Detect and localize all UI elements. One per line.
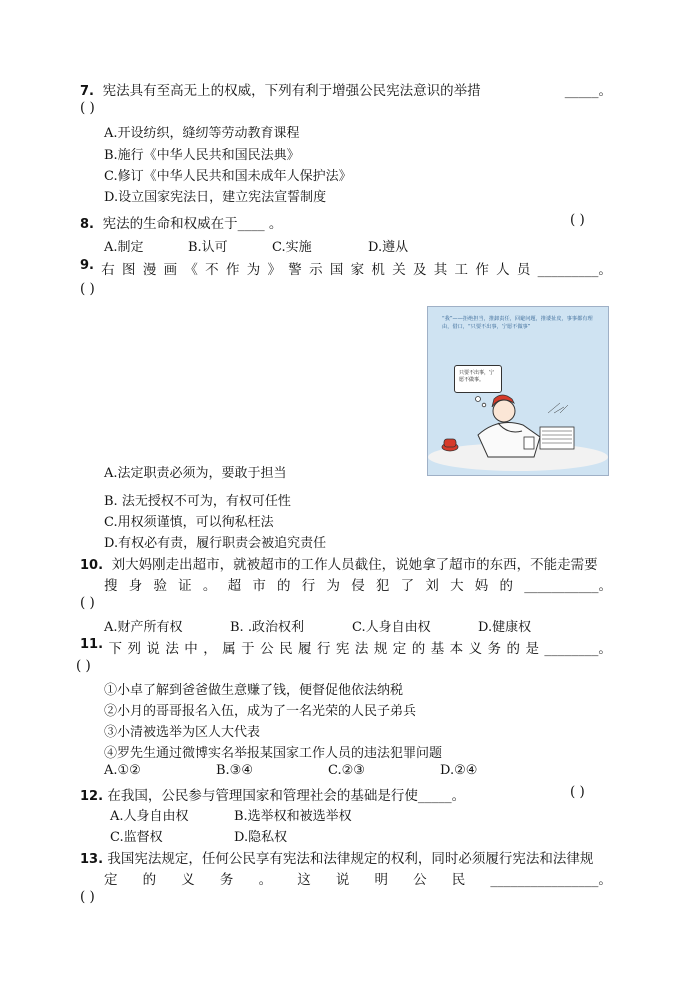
statement-4: ④罗先生通过微博实名举报某国家工作人员的违法犯罪问题 xyxy=(104,746,443,761)
stem-char: 公 xyxy=(260,641,274,657)
stem-char: 民 xyxy=(279,641,293,657)
stem-char: 右 xyxy=(101,262,115,278)
question-stem: 宪法具有至高无上的权威，下列有利于增强公民宪法意识的举措 xyxy=(102,83,481,99)
stem-char: 其 xyxy=(433,262,448,278)
stem-char: 说 xyxy=(335,872,350,888)
stem-char: 宪 xyxy=(335,641,350,657)
question-stem: 宪法的生命和权威在于____ 。 xyxy=(102,216,283,232)
stem-char: 的 xyxy=(142,872,157,888)
question-12 xyxy=(80,784,465,804)
stem-char: 规 xyxy=(373,641,388,657)
stem-end: 。 xyxy=(598,641,612,657)
answer-paren: ( ) xyxy=(570,212,585,228)
question-7 xyxy=(80,79,612,99)
answer-blank: _________ xyxy=(537,262,599,278)
stem-char: 属 xyxy=(222,641,236,657)
cartoon-image xyxy=(427,306,609,476)
speech-bubble: 只要不出事，宁愿不做事。 xyxy=(454,365,502,393)
answer-blank: ________________ xyxy=(490,872,599,888)
question-13-line2 xyxy=(104,868,612,888)
option-d: D.健康权 xyxy=(478,620,532,635)
question-10 xyxy=(80,553,598,573)
option-d: D.隐私权 xyxy=(234,830,288,845)
stem-char: 员 xyxy=(516,262,531,278)
answer-paren: ( ) xyxy=(570,784,585,800)
cartoon-drawing xyxy=(428,307,609,476)
stem-char: 作 xyxy=(475,262,489,278)
stem-char: 家 xyxy=(350,262,365,278)
statement-2: ②小月的哥哥报名入伍，成为了一名光荣的人民子弟兵 xyxy=(104,704,417,719)
option-b: B. .政治权利 xyxy=(230,620,304,635)
stem-char: 关 xyxy=(392,262,406,278)
statement-3: ③小清被选举为区人大代表 xyxy=(104,725,261,740)
stem-char: 示 xyxy=(309,262,323,278)
stem-char: 作 xyxy=(225,262,240,278)
stem-char: 于 xyxy=(241,641,255,657)
stem-char: 人 xyxy=(496,262,510,278)
stem-char: 义 xyxy=(468,641,483,657)
option-a: A.①② xyxy=(104,763,141,778)
question-9 xyxy=(80,258,612,278)
answer-paren: ( ) xyxy=(80,100,95,116)
stem-char: 下 xyxy=(108,641,122,657)
question-11 xyxy=(80,637,612,657)
stem-char: 身 xyxy=(128,578,143,594)
question-number: 8. xyxy=(80,217,94,232)
question-number: 10. xyxy=(80,558,104,573)
option-d: D.有权必有责，履行职责会被追究责任 xyxy=(104,536,327,551)
stem-char: 侵 xyxy=(351,578,365,594)
stem-char: 验 xyxy=(153,578,167,594)
option-c: C.用权须谨慎，可以徇私枉法 xyxy=(104,515,274,530)
stem-char: 这 xyxy=(297,872,311,888)
stem-char: 超 xyxy=(227,578,242,594)
stem-char: 为 xyxy=(246,262,261,278)
stem-char: 中 xyxy=(184,641,198,657)
stem-char: 为 xyxy=(326,578,340,594)
question-stem: 在我国，公民参与管理国家和管理社会的基础是行使_____。 xyxy=(107,788,466,804)
cartoon-caption: “我”——拒绝担当，推卸责任，回避问题，推诿扯皮，事事都有理由，借口，“只要不出事，宁愿不做事” xyxy=(442,316,593,330)
stem-char: 图 xyxy=(122,262,136,278)
question-10-line2 xyxy=(104,574,612,594)
stem-char: 漫 xyxy=(142,262,157,278)
stem-char: 。 xyxy=(202,578,217,594)
option-d: D.②④ xyxy=(440,763,478,778)
answer-blank: _____ xyxy=(564,83,599,99)
stem-char: 基 xyxy=(430,641,445,657)
option-a: A.法定职责必须为，要敢于担当 xyxy=(104,466,287,481)
stem-end: 。 xyxy=(598,83,612,99)
stem-char: 警 xyxy=(288,262,302,278)
option-c: C.人身自由权 xyxy=(352,620,431,635)
answer-blank: ___________ xyxy=(524,578,599,594)
stem-char: 履 xyxy=(298,641,312,657)
question-number: 7. xyxy=(80,84,94,99)
stem-char: 刘 xyxy=(425,578,439,594)
option-b: B.③④ xyxy=(216,763,253,778)
stem-char: 犯 xyxy=(375,578,390,594)
stem-char: 定 xyxy=(392,641,407,657)
question-number: 11. xyxy=(80,637,104,652)
stem-char: 。 xyxy=(258,872,273,888)
stem-char: 妈 xyxy=(474,578,489,594)
question-number: 9. xyxy=(80,258,94,273)
option-b: B.施行《中华人民共和国民法典》 xyxy=(104,148,300,163)
option-a: A.开设纺织，缝纫等劳动教育课程 xyxy=(104,126,300,141)
stem-char: 民 xyxy=(451,872,466,888)
stem-char: 说 xyxy=(146,641,160,657)
stem-char: 工 xyxy=(454,262,469,278)
stem-char: 的 xyxy=(277,578,291,594)
question-number: 12. xyxy=(80,789,104,804)
answer-paren: ( ) xyxy=(76,658,91,674)
option-c: C.实施 xyxy=(272,240,312,255)
option-b: B.认可 xyxy=(188,240,228,255)
question-13 xyxy=(80,847,593,867)
question-stem-line1: 我国宪法规定，任何公民享有宪法和法律规定的权利，同时必须履行宪法和法律规 xyxy=(107,851,594,867)
stem-char: 是 xyxy=(525,641,539,657)
stem-char: 国 xyxy=(329,262,344,278)
stem-char: 定 xyxy=(104,872,118,888)
stem-char: 义 xyxy=(181,872,195,888)
stem-char: 行 xyxy=(316,641,331,657)
stem-char: ， xyxy=(203,641,217,657)
stem-char: 的 xyxy=(506,641,520,657)
answer-paren: ( ) xyxy=(80,889,95,905)
stem-char: 行 xyxy=(301,578,316,594)
stem-char: 市 xyxy=(252,578,266,594)
stem-char: 》 xyxy=(267,262,282,278)
option-c: C.监督权 xyxy=(110,830,163,845)
answer-paren: ( ) xyxy=(80,281,95,297)
stem-char: 大 xyxy=(450,578,464,594)
stem-char: 及 xyxy=(412,262,427,278)
stem-char: 的 xyxy=(411,641,426,657)
stem-char: 公 xyxy=(413,872,427,888)
option-c: C.②③ xyxy=(328,763,365,778)
question-stem-line1: 刘大妈刚走出超市，就被超市的工作人员截住，说她拿了超市的东西，不能走需要 xyxy=(111,557,598,573)
stem-char: 务 xyxy=(219,872,234,888)
stem-char: 搜 xyxy=(104,578,118,594)
stem-char: 画 xyxy=(163,262,178,278)
option-a: A.财产所有权 xyxy=(104,620,183,635)
stem-end: 。 xyxy=(598,262,612,278)
option-a: A.制定 xyxy=(104,240,144,255)
stem-end: 。 xyxy=(598,578,612,594)
option-d: D.设立国家宪法日，建立宪法宣誓制度 xyxy=(104,190,327,205)
stem-char: 列 xyxy=(127,641,141,657)
answer-blank: ________ xyxy=(544,641,599,657)
option-b: B. 法无授权不可为，有权可任性 xyxy=(104,494,291,509)
stem-end: 。 xyxy=(598,872,612,888)
option-a: A.人身自由权 xyxy=(110,809,189,824)
stem-char: 证 xyxy=(178,578,192,594)
stem-char: 本 xyxy=(449,641,464,657)
stem-char: 机 xyxy=(371,262,385,278)
stem-char: 不 xyxy=(205,262,219,278)
statement-1: ①小卓了解到爸爸做生意赚了钱，便督促他依法纳税 xyxy=(104,683,404,698)
option-c: C.修订《中华人民共和国未成年人保护法》 xyxy=(104,169,352,184)
stem-char: 了 xyxy=(400,578,415,594)
stem-char: 法 xyxy=(165,641,179,657)
question-number: 13. xyxy=(80,852,104,867)
answer-paren: ( ) xyxy=(80,595,95,611)
question-8 xyxy=(80,212,282,232)
stem-char: 《 xyxy=(184,262,198,278)
stem-char: 务 xyxy=(487,641,502,657)
option-b: B.选举权和被选举权 xyxy=(234,809,352,824)
stem-char: 明 xyxy=(374,872,388,888)
option-d: D.遵从 xyxy=(368,240,409,255)
stem-char: 法 xyxy=(354,641,369,657)
stem-char: 的 xyxy=(499,578,513,594)
